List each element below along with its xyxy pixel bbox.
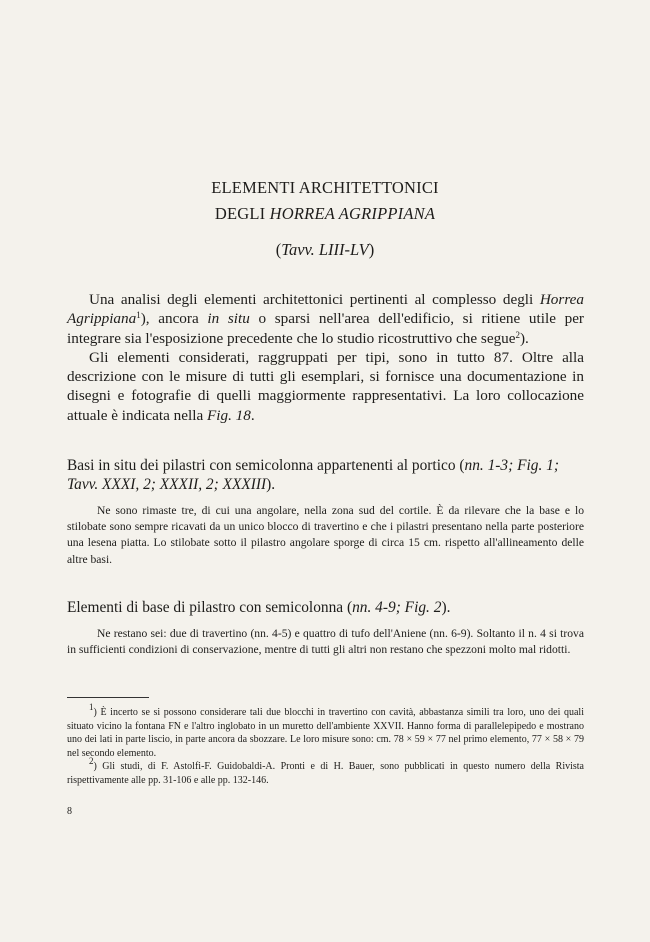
section-body: Ne restano sei: due di travertino (nn. 4-5) e quattro di tufo dell'Aniene (nn. 6-9). Soltanto il n. 4 si trova in sufficienti condizioni di conservazione, mentre di tutti gli altri non restano che spezzoni molto mal ridotti.: [67, 627, 584, 657]
footnote-divider: [67, 697, 149, 698]
intro-section: [67, 290, 584, 425]
footnote-ref: 2: [515, 329, 520, 340]
title-block: [0, 175, 650, 261]
section-body: Ne sono rimaste tre, di cui una angolare, nella zona sud del cortile. È da rilevare che la base e lo stilobate sono sempre ricavati da un unico blocco di travertino e che i pilastri presentano nella parte posteriore una lesena piatta. Lo stilobate sotto il pilastro angolare sporge di circa 15 cm. rispetto all'allineamento delle altre basi.: [67, 504, 584, 566]
footnotes: [67, 702, 584, 788]
intro-paragraph-1: Una analisi degli elementi architettonici pertinenti al complesso degli Horrea Agrippiana$^1$), ancora in situ o sparsi nell'area dell'edificio, si ritiene utile per integrare sia l'esposizione precedente che lo studio ricostruttivo che segue$^2$).: [67, 291, 584, 347]
section-1: [67, 456, 584, 568]
plates-reference: (Tavv. LIII-LV): [275, 240, 375, 259]
footnote-ref: 1: [136, 310, 141, 321]
page-title-line-2: DEGLI HORREA AGRIPPIANA: [214, 204, 436, 223]
page-number: 8: [67, 806, 72, 817]
footnote-1: $^1$) È incerto se si possono considerare tali due blocchi in travertino con cavità, abbastanza simili tra loro, uno dei quali situato vicino la fontana FN e l'altro inglobato in un muretto dell'ambiente XXVII. Hanno forma di parallelepipedo e mostrano uno dei lati in parte liscio, in parte ancora da sbozzare. Le loro misure sono: cm. 78 × 59 × 77 nel primo elemento, 77 × 58 × 79 nel secondo elemento.: [67, 702, 584, 759]
intro-paragraph-2: Gli elementi considerati, raggruppati per tipi, sono in tutto 87. Oltre alla descrizione con le misure di tutti gli esemplari, si fornisce una documentazione in disegni e fotografie di quelli maggiormente rappresentativi. La loro collocazione attuale è indicata nella Fig. 18.: [67, 348, 584, 424]
section-heading: Elementi di base di pilastro con semicolonna (nn. 4-9; Fig. 2).: [67, 599, 451, 616]
section-2: [67, 598, 584, 658]
footnote-2: $^2$) Gli studi, di F. Astolfi-F. Guidobaldi-A. Pronti e di H. Bauer, sono pubblicati in questo numero della Rivista rispettivamente alle pp. 31-106 e alle pp. 132-146.: [67, 756, 584, 786]
section-heading: Basi in situ dei pilastri con semicolonna appartenenti al portico (nn. 1-3; Fig. 1; Tavv. XXXI, 2; XXXII, 2; XXXIII).: [67, 457, 559, 493]
page-title: ELEMENTI ARCHITETTONICI: [211, 178, 439, 197]
